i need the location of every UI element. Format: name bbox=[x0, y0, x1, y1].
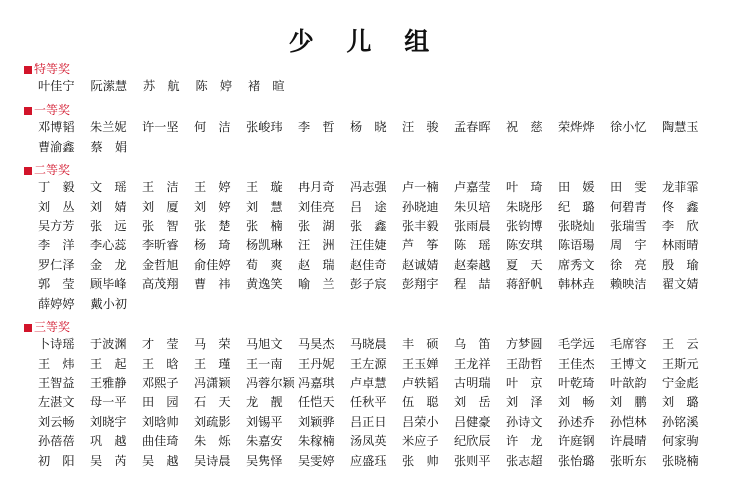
name-list bbox=[24, 118, 714, 157]
name-row bbox=[38, 236, 714, 255]
winner-name: 朱兰妮 bbox=[90, 120, 127, 135]
winner-name: 刘 泽 bbox=[506, 395, 543, 410]
name-list bbox=[24, 77, 714, 96]
winner-name: 叶乾琦 bbox=[558, 375, 595, 390]
winner-name: 金哲旭 bbox=[142, 257, 179, 272]
winner-name: 张瑞雪 bbox=[610, 218, 647, 233]
winner-name: 吕正日 bbox=[350, 414, 387, 429]
winner-name: 刘云畅 bbox=[38, 414, 75, 429]
winner-name: 巩 越 bbox=[90, 434, 127, 449]
winner-name: 吴诗晨 bbox=[194, 453, 231, 468]
winner-name: 汪 骏 bbox=[402, 120, 439, 135]
winner-name: 赵 瑞 bbox=[298, 257, 335, 272]
winner-name: 李心蕊 bbox=[90, 238, 127, 253]
page-title: 少 儿 组 bbox=[288, 27, 442, 56]
winner-name: 张钧博 bbox=[506, 218, 543, 233]
winner-name: 王龙祥 bbox=[454, 356, 491, 371]
winner-name: 龙菲霏 bbox=[662, 180, 699, 195]
winner-name: 孙述乔 bbox=[558, 414, 595, 429]
winner-name: 夏 天 bbox=[506, 257, 543, 272]
name-row bbox=[38, 354, 714, 373]
winner-name: 田 雯 bbox=[610, 180, 647, 195]
winner-name: 张晓楠 bbox=[662, 453, 699, 468]
winner-name: 王雅静 bbox=[90, 375, 127, 390]
winner-name: 张雨晨 bbox=[454, 218, 491, 233]
winner-name: 王丹妮 bbox=[298, 356, 335, 371]
winner-name: 孟春晖 bbox=[454, 120, 491, 135]
winner-name: 吴隽怿 bbox=[246, 453, 283, 468]
winner-name: 吕健豪 bbox=[454, 414, 491, 429]
section-label: 三等奖 bbox=[34, 320, 71, 334]
winner-name: 丰 硕 bbox=[402, 337, 439, 352]
winner-name: 何 洁 bbox=[194, 120, 231, 135]
winner-name: 冯潇颖 bbox=[194, 375, 231, 390]
winner-name: 刘 丛 bbox=[38, 199, 75, 214]
winner-name: 王 婷 bbox=[194, 180, 231, 195]
winner-name: 冉月奇 bbox=[298, 180, 335, 195]
winner-name: 陈安琪 bbox=[506, 238, 543, 253]
name-list bbox=[24, 335, 714, 471]
winner-name: 刘 婧 bbox=[90, 199, 127, 214]
winner-name: 高茂翔 bbox=[142, 277, 179, 292]
winner-name: 刘佳亮 bbox=[298, 199, 335, 214]
section-label: 特等奖 bbox=[34, 62, 71, 76]
winner-name: 吴方芳 bbox=[38, 218, 75, 233]
winner-name: 邓熙子 bbox=[142, 375, 179, 390]
winner-name: 荀 爽 bbox=[246, 257, 283, 272]
section-label: 二等奖 bbox=[34, 163, 71, 177]
winner-name: 翟文婧 bbox=[662, 277, 699, 292]
winner-name: 初 阳 bbox=[38, 453, 75, 468]
winner-name: 丁 毅 bbox=[38, 180, 75, 195]
name-row bbox=[38, 374, 714, 393]
winner-name: 王左源 bbox=[350, 356, 387, 371]
winner-name: 张 远 bbox=[90, 218, 127, 233]
winner-name: 张 鑫 bbox=[350, 218, 387, 233]
section-header bbox=[24, 62, 714, 77]
winner-name: 方梦圆 bbox=[506, 337, 543, 352]
winner-name: 田 媛 bbox=[558, 180, 595, 195]
winner-name: 卢卓慧 bbox=[350, 375, 387, 390]
winner-name: 伍 聪 bbox=[402, 395, 439, 410]
winner-name: 王 璇 bbox=[246, 180, 283, 195]
winner-name: 张志超 bbox=[506, 453, 543, 468]
winner-name: 吴 越 bbox=[142, 453, 179, 468]
winner-name: 李 哲 bbox=[298, 120, 335, 135]
winner-name: 许 龙 bbox=[506, 434, 543, 449]
winner-name: 应盛珏 bbox=[350, 453, 387, 468]
winner-name: 刘锡平 bbox=[246, 414, 283, 429]
winner-name: 苏 航 bbox=[143, 79, 180, 94]
name-row bbox=[38, 137, 714, 156]
winner-name: 何家驹 bbox=[662, 434, 699, 449]
winner-name: 朱 烁 bbox=[194, 434, 231, 449]
winner-name: 徐小忆 bbox=[610, 120, 647, 135]
winner-name: 张峻玮 bbox=[246, 120, 283, 135]
name-row bbox=[38, 294, 714, 313]
winner-name: 汪佳婕 bbox=[350, 238, 387, 253]
name-row bbox=[38, 256, 714, 275]
winner-name: 朱晓彤 bbox=[506, 199, 543, 214]
winner-name: 曹 祎 bbox=[194, 277, 231, 292]
winner-name: 朱嘉安 bbox=[246, 434, 283, 449]
winner-name: 张怡璐 bbox=[558, 453, 595, 468]
winner-name: 王 起 bbox=[90, 356, 127, 371]
winner-name: 陈 瑶 bbox=[454, 238, 491, 253]
winner-name: 刘 慧 bbox=[246, 199, 283, 214]
winner-name: 陈语瑒 bbox=[558, 238, 595, 253]
award-section bbox=[24, 62, 714, 96]
winner-name: 喻 兰 bbox=[298, 277, 335, 292]
winner-name: 赵秦越 bbox=[454, 257, 491, 272]
winner-name: 孙恺林 bbox=[610, 414, 647, 429]
square-bullet-icon bbox=[24, 107, 32, 115]
winner-name: 阮潆慧 bbox=[90, 79, 128, 94]
winner-name: 李 洋 bbox=[38, 238, 75, 253]
square-bullet-icon bbox=[24, 66, 32, 74]
winner-name: 叶歆韵 bbox=[610, 375, 647, 390]
square-bullet-icon bbox=[24, 324, 32, 332]
award-section bbox=[24, 163, 714, 314]
winner-name: 刘疏影 bbox=[194, 414, 231, 429]
winner-name: 彭子宸 bbox=[350, 277, 387, 292]
winner-name: 孙蓓蓓 bbox=[38, 434, 75, 449]
name-row bbox=[38, 275, 714, 294]
winner-name: 王 晗 bbox=[142, 356, 179, 371]
winner-name: 王斯元 bbox=[662, 356, 699, 371]
name-list bbox=[24, 178, 714, 314]
name-row bbox=[38, 413, 714, 432]
winner-name: 曲佳琦 bbox=[142, 434, 179, 449]
winner-name: 田 园 bbox=[142, 395, 179, 410]
winner-name: 曹渝鑫 bbox=[38, 139, 75, 154]
winner-name: 张则平 bbox=[454, 453, 491, 468]
winner-name: 张昕东 bbox=[610, 453, 647, 468]
winner-name: 林雨晴 bbox=[662, 238, 699, 253]
winner-name: 顾毕峰 bbox=[90, 277, 127, 292]
winner-name: 马昊杰 bbox=[298, 337, 335, 352]
winner-name: 石 天 bbox=[194, 395, 231, 410]
winner-name: 王劭哲 bbox=[506, 356, 543, 371]
winner-name: 张晓灿 bbox=[558, 218, 595, 233]
winner-name: 卢一楠 bbox=[402, 180, 439, 195]
winner-name: 叶佳宁 bbox=[38, 79, 75, 94]
winner-name: 张 帅 bbox=[402, 453, 439, 468]
winner-name: 许一坚 bbox=[142, 120, 179, 135]
winner-name: 张 湖 bbox=[298, 218, 335, 233]
winner-name: 殷 瑜 bbox=[662, 257, 699, 272]
winner-name: 陶慧玉 bbox=[662, 120, 699, 135]
name-row bbox=[38, 335, 714, 354]
winner-name: 吕 途 bbox=[350, 199, 387, 214]
winner-name: 韩林垚 bbox=[558, 277, 595, 292]
winner-name: 龙 靓 bbox=[246, 395, 283, 410]
winner-name: 纪欣辰 bbox=[454, 434, 491, 449]
winner-name: 芦 筝 bbox=[402, 238, 439, 253]
winner-name: 宁金彪 bbox=[662, 375, 699, 390]
winner-name: 吕荣小 bbox=[402, 414, 439, 429]
winner-name: 孙晓迪 bbox=[402, 199, 439, 214]
winner-name: 刘 畅 bbox=[558, 395, 595, 410]
section-header bbox=[24, 103, 714, 118]
winner-name: 冯志强 bbox=[350, 180, 387, 195]
winner-name: 刘晓宇 bbox=[90, 414, 127, 429]
winner-name: 刘 鹏 bbox=[610, 395, 647, 410]
winner-name: 卢轶韬 bbox=[402, 375, 439, 390]
winner-name: 朱稼楠 bbox=[298, 434, 335, 449]
winner-name: 朱贝培 bbox=[454, 199, 491, 214]
winner-name: 王智益 bbox=[38, 375, 75, 390]
winner-name: 王一南 bbox=[246, 356, 283, 371]
award-section bbox=[24, 103, 714, 157]
winner-name: 马旭文 bbox=[246, 337, 283, 352]
winner-name: 张丰毅 bbox=[402, 218, 439, 233]
winner-name: 卜诗瑶 bbox=[38, 337, 75, 352]
section-header bbox=[24, 320, 714, 335]
winner-name: 王佳杰 bbox=[558, 356, 595, 371]
winner-name: 王玉婵 bbox=[402, 356, 439, 371]
winner-name: 刘 岳 bbox=[454, 395, 491, 410]
name-row bbox=[38, 217, 714, 236]
winner-name: 赵诚婧 bbox=[402, 257, 439, 272]
winner-name: 吴雯婷 bbox=[298, 453, 335, 468]
winner-name: 刘 璐 bbox=[662, 395, 699, 410]
winner-name: 邓博韬 bbox=[38, 120, 75, 135]
winner-name: 文 瑶 bbox=[90, 180, 127, 195]
winner-name: 金 龙 bbox=[90, 257, 127, 272]
winner-name: 薛婷婷 bbox=[38, 296, 75, 311]
name-row bbox=[38, 77, 714, 96]
winner-name: 徐 亮 bbox=[610, 257, 647, 272]
winner-name: 纪 璐 bbox=[558, 199, 595, 214]
winner-name: 叶 京 bbox=[506, 375, 543, 390]
winner-name: 张 楠 bbox=[246, 218, 283, 233]
winner-name: 陈 婷 bbox=[195, 79, 233, 94]
winner-name: 马晓晨 bbox=[350, 337, 387, 352]
section-label: 一等奖 bbox=[34, 103, 71, 117]
winner-name: 马 荣 bbox=[194, 337, 231, 352]
winner-name: 蒋舒帆 bbox=[506, 277, 543, 292]
winner-name: 郭 莹 bbox=[38, 277, 75, 292]
winner-name: 何碧青 bbox=[610, 199, 647, 214]
winner-name: 刘 厦 bbox=[142, 199, 179, 214]
name-row bbox=[38, 432, 714, 451]
winner-name: 杨 琦 bbox=[194, 238, 231, 253]
winner-name: 王 炜 bbox=[38, 356, 75, 371]
winner-name: 王 云 bbox=[662, 337, 699, 352]
winner-name: 冯嘉琪 bbox=[298, 375, 335, 390]
winner-name: 才 莹 bbox=[142, 337, 179, 352]
winner-name: 冯蓉尔颖 bbox=[246, 375, 295, 390]
winner-name: 蔡 娟 bbox=[90, 139, 128, 154]
winner-name: 赖映洁 bbox=[610, 277, 647, 292]
name-row bbox=[38, 118, 714, 137]
winner-name: 席秀文 bbox=[558, 257, 595, 272]
winner-name: 佟 鑫 bbox=[662, 199, 699, 214]
winner-name: 于波渊 bbox=[90, 337, 127, 352]
winner-name: 孙铭溪 bbox=[662, 414, 699, 429]
winner-name: 祝 慈 bbox=[506, 120, 543, 135]
winner-name: 荣烨烨 bbox=[558, 120, 595, 135]
winner-name: 汤凤英 bbox=[350, 434, 387, 449]
winner-name: 刘晗帅 bbox=[142, 414, 179, 429]
winner-name: 许庭钢 bbox=[558, 434, 595, 449]
winner-name: 左湛文 bbox=[38, 395, 75, 410]
winner-name: 张 楚 bbox=[194, 218, 231, 233]
award-section bbox=[24, 320, 714, 471]
winner-name: 王 洁 bbox=[142, 180, 179, 195]
winner-name: 罗仁泽 bbox=[38, 257, 75, 272]
winner-name: 叶 琦 bbox=[506, 180, 543, 195]
winner-name: 毛席容 bbox=[610, 337, 647, 352]
winner-name: 米应子 bbox=[402, 434, 439, 449]
winner-name: 任恺天 bbox=[298, 395, 335, 410]
winner-name: 褚 暄 bbox=[248, 79, 285, 94]
winner-name: 孙诗文 bbox=[506, 414, 543, 429]
winner-name: 李 欣 bbox=[662, 218, 699, 233]
winner-name: 彭翔宇 bbox=[402, 277, 439, 292]
winner-name: 刘 婷 bbox=[194, 199, 231, 214]
winner-name: 黄逸笑 bbox=[246, 277, 283, 292]
winner-name: 古明瑞 bbox=[454, 375, 491, 390]
winner-name: 杨 晓 bbox=[350, 120, 387, 135]
name-row bbox=[38, 451, 714, 470]
winner-name: 戴小初 bbox=[90, 296, 128, 311]
winner-name: 毛学远 bbox=[558, 337, 595, 352]
square-bullet-icon bbox=[24, 167, 32, 175]
winner-name: 程 喆 bbox=[454, 277, 491, 292]
winner-name: 刘颖骅 bbox=[298, 414, 335, 429]
winner-name: 俞佳婷 bbox=[194, 257, 231, 272]
winner-name: 赵佳奇 bbox=[350, 257, 387, 272]
winner-name: 王 瑾 bbox=[194, 356, 231, 371]
name-row bbox=[38, 178, 714, 197]
winner-name: 王博文 bbox=[610, 356, 647, 371]
winner-name: 许晨晴 bbox=[610, 434, 647, 449]
winner-name: 乌 笛 bbox=[454, 337, 491, 352]
winner-name: 卢嘉莹 bbox=[454, 180, 491, 195]
winner-name: 任秋平 bbox=[350, 395, 387, 410]
section-header bbox=[24, 163, 714, 178]
name-row bbox=[38, 393, 714, 412]
winner-name: 母一平 bbox=[90, 395, 127, 410]
winner-name: 汪 洲 bbox=[298, 238, 335, 253]
winner-name: 李昕睿 bbox=[142, 238, 179, 253]
winner-name: 张 智 bbox=[142, 218, 179, 233]
winner-name: 周 宇 bbox=[610, 238, 647, 253]
name-row bbox=[38, 197, 714, 216]
winner-name: 吴 芮 bbox=[90, 453, 127, 468]
winner-name: 杨凯琳 bbox=[246, 238, 283, 253]
